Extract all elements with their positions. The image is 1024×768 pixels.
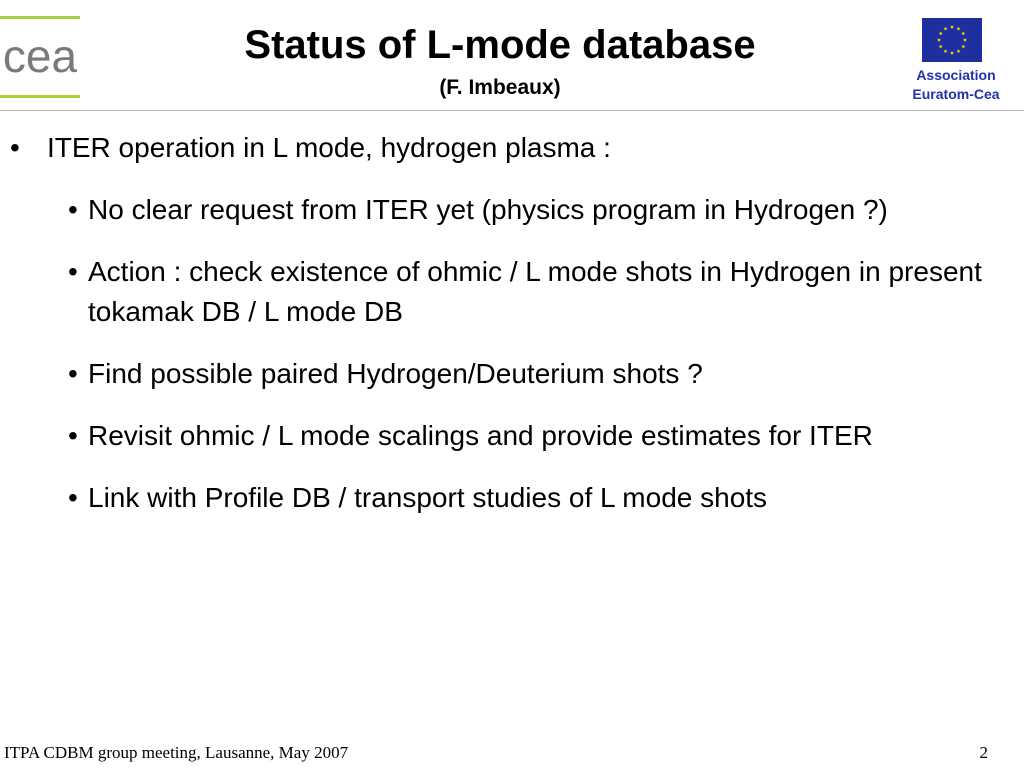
main-bullet-text: ITER operation in L mode, hydrogen plasma : (47, 132, 611, 163)
sub-bullet-icon: • (68, 358, 78, 389)
sub-bullet-text: No clear request from ITER yet (physics program in Hydrogen ?) (88, 194, 888, 225)
association-line-1: Association (916, 67, 996, 83)
cea-logo-bottom-line (0, 95, 80, 98)
association-line-2: Euratom-Cea (912, 86, 1000, 102)
eu-flag-icon (922, 18, 982, 62)
cea-logo (0, 16, 82, 100)
slide-subtitle: (F. Imbeaux) (439, 76, 561, 99)
sub-bullet-text: Link with Profile DB / transport studies of L mode shots (88, 482, 768, 513)
header-divider (0, 110, 1024, 111)
sub-bullet-item (68, 478, 988, 518)
sub-bullet-item (68, 354, 988, 394)
cea-logo-text: cea (2, 30, 78, 82)
sub-bullet-list (68, 190, 988, 540)
cea-logo-icon (0, 16, 82, 100)
sub-bullet-icon: • (68, 420, 78, 451)
sub-bullet-item (68, 190, 988, 230)
page-number: 2 (979, 743, 988, 762)
slide-title: Status of L-mode database (244, 23, 756, 67)
euratom-logo (898, 18, 1014, 110)
cea-logo-top-line (0, 16, 80, 19)
sub-bullet-icon: • (68, 256, 78, 287)
sub-bullet-icon: • (68, 482, 78, 513)
association-label (898, 66, 1014, 104)
sub-bullet-item (68, 252, 988, 332)
sub-bullet-text: Revisit ohmic / L mode scalings and provide estimates for ITER (88, 420, 873, 451)
sub-bullet-text: Find possible paired Hydrogen/Deuterium shots ? (88, 358, 703, 389)
footer-meeting-info: ITPA CDBM group meeting, Lausanne, May 2007 (4, 743, 349, 762)
sub-bullet-item (68, 416, 988, 456)
sub-bullet-icon: • (68, 194, 78, 225)
sub-bullet-text: Action : check existence of ohmic / L mode shots in Hydrogen in present tokamak DB / L mode DB (88, 256, 982, 327)
bullet-icon: • (10, 132, 20, 163)
